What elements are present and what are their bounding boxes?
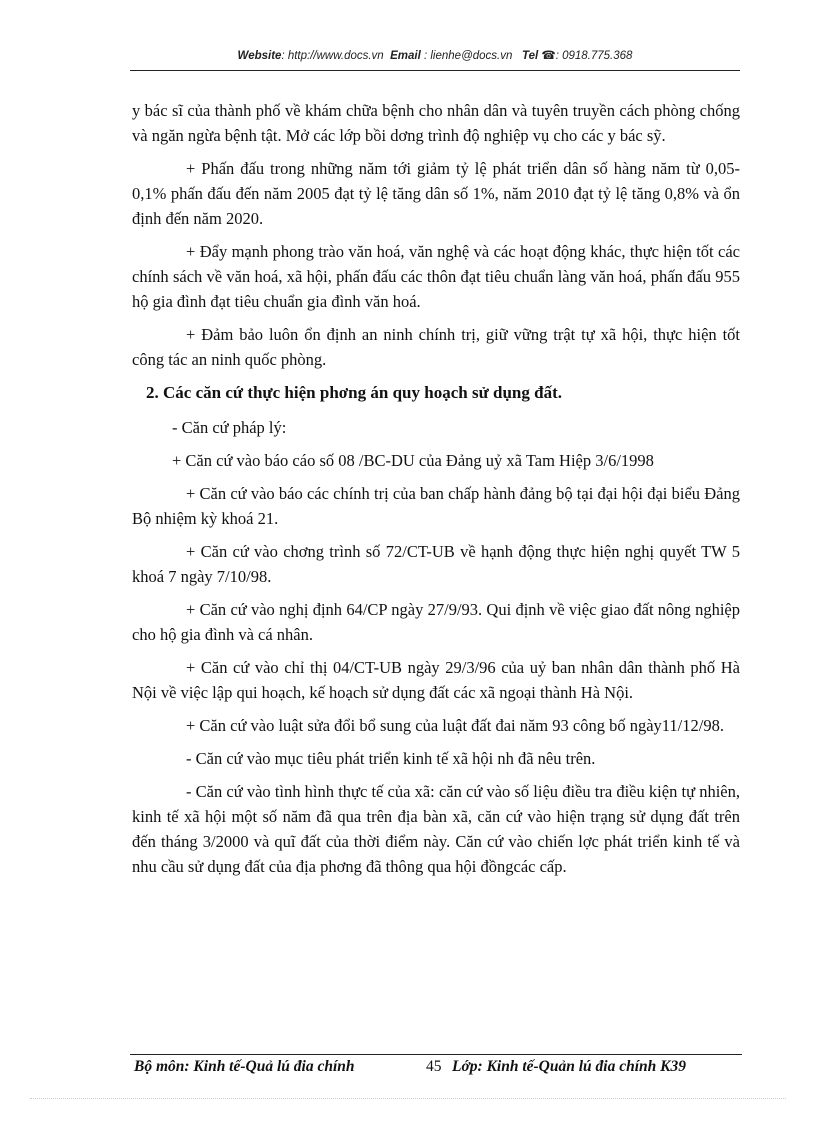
legal-item: - Căn cứ pháp lý:	[172, 418, 287, 437]
paragraph: + Phấn đấu trong những năm tới giảm tỷ lệ phát triển dân số hàng năm từ 0,05-0,1% phấn đấu đến năm 2005 đạt tỷ lệ tăng dân số 1%, năm 2010 đạt tỷ lệ tăng 0,8% và ổn định đến năm 2020.	[132, 159, 740, 228]
legal-item: + Căn cứ vào nghị định 64/CP ngày 27/9/93. Qui định về việc giao đất nông nghiệp cho hộ gia đình và cá nhân.	[132, 600, 740, 644]
legal-item: - Căn cứ vào tình hình thực tế của xã: căn cứ vào số liệu điều tra điều kiện tự nhiên, kinh tế xã hội một số năm đã qua trên địa bàn xã, căn cứ vào hiện trạng sử dụng đất trên đến tháng 3/2000 và quĩ đất của thời điểm này. Căn cứ vào chiến lợc phát triển kinh tế và nhu cầu sử dụng đất của địa phơng đã thông qua hội đồngcác cấp.	[132, 782, 740, 876]
legal-item: + Căn cứ vào chơng trình số 72/CT-UB về hạnh động thực hiện nghị quyết TW 5 khoá 7 ngày 7/10/98.	[132, 542, 740, 586]
page-edge-divider	[30, 1098, 786, 1099]
page-footer	[130, 1058, 742, 1082]
website-label: Website	[237, 50, 282, 62]
legal-item: + Căn cứ vào luật sửa đổi bổ sung của luật đất đai năm 93 công bố ngày11/12/98.	[186, 716, 724, 735]
document-body	[132, 98, 740, 887]
tel-value: : 0918.775.368	[555, 50, 633, 62]
footer-divider	[130, 1054, 742, 1055]
phone-icon: ☎	[541, 50, 556, 62]
footer-department: Bộ môn: Kinh tế-Quả lú đia chính	[134, 1058, 355, 1075]
footer-class: Lớp: Kinh tế-Quản lú đia chính K39	[452, 1058, 686, 1075]
email-label: Email	[390, 50, 421, 62]
paragraph: + Đẩy mạnh phong trào văn hoá, văn nghệ và các hoạt động khác, thực hiện tốt các chính sách về văn hoá, xã hội, phấn đấu các thôn đạt tiêu chuẩn làng văn hoá, phấn đấu 955 hộ gia đình đạt tiêu chuẩn gia đình văn hoá.	[132, 242, 740, 311]
page-header	[130, 48, 740, 71]
legal-item: + Căn cứ vào chỉ thị 04/CT-UB ngày 29/3/96 của uỷ ban nhân dân thành phố Hà Nội về việc lập qui hoạch, kế hoạch sử dụng đất các xã ngoại thành Hà Nội.	[132, 658, 740, 702]
website-value: : http://www.docs.vn	[281, 50, 384, 62]
section-heading: 2. Các căn cứ thực hiện phơng án quy hoạch sử dụng đất.	[146, 383, 563, 402]
legal-item: - Căn cứ vào mục tiêu phát triển kinh tế xã hội nh đã nêu trên.	[186, 749, 596, 768]
page-number: 45	[426, 1058, 442, 1075]
paragraph: y bác sĩ của thành phố về khám chữa bệnh cho nhân dân và tuyên truyền cách phòng chống và ngăn ngừa bệnh tật. Mở các lớp bồi dơng trình độ nghiệp vụ cho các y bác sỹ.	[132, 101, 740, 145]
legal-item: + Căn cứ vào báo cáo số 08 /BC-DU của Đảng uỷ xã Tam Hiệp 3/6/1998	[172, 451, 654, 470]
email-value: : lienhe@docs.vn	[423, 50, 513, 62]
paragraph: + Đảm bảo luôn ổn định an ninh chính trị, giữ vững trật tự xã hội, thực hiện tốt công tác an ninh quốc phòng.	[132, 325, 740, 369]
legal-item: + Căn cứ vào báo các chính trị của ban chấp hành đảng bộ tại đại hội đại biểu Đảng Bộ nhiệm kỳ khoá 21.	[132, 484, 740, 528]
tel-label: Tel	[521, 50, 539, 62]
